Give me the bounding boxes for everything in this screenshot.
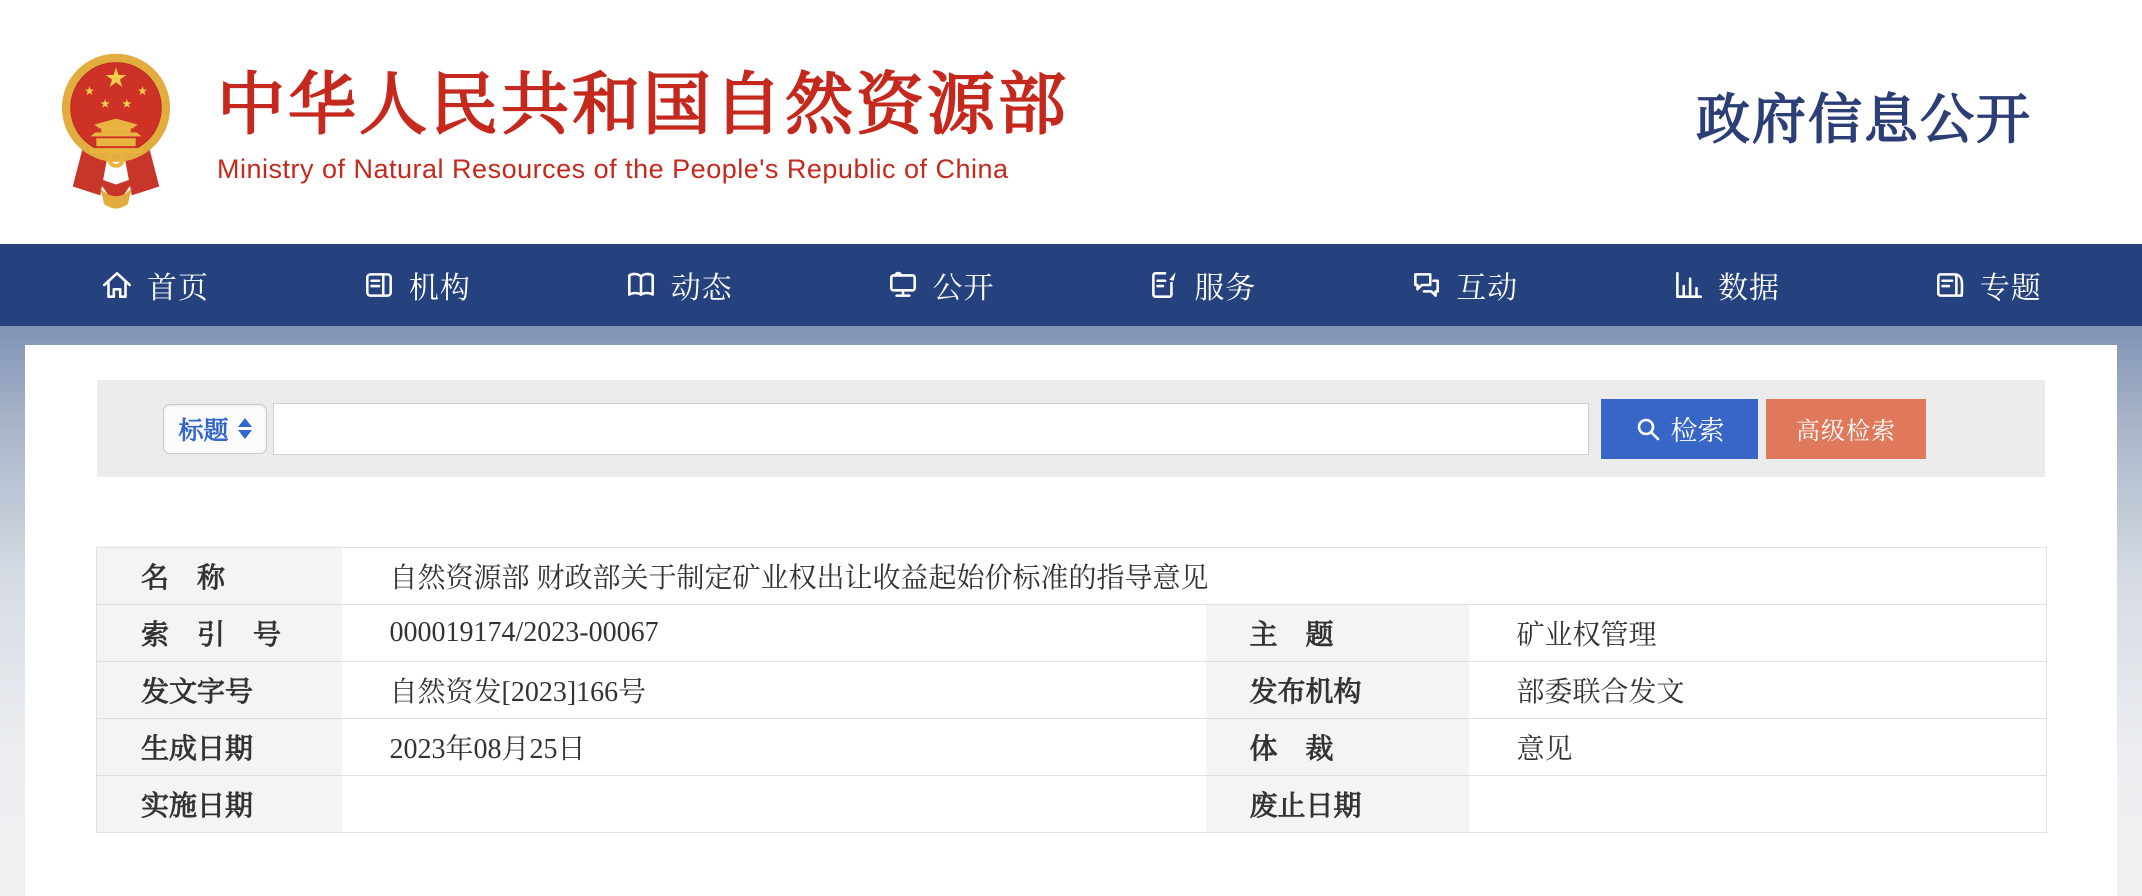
name-value: 自然资源部 财政部关于制定矿业权出让收益起始价标准的指导意见	[342, 548, 2047, 605]
issuing-agency-label: 发布机构	[1206, 662, 1469, 719]
ministry-name-cn: 中华人民共和国自然资源部	[217, 67, 1070, 143]
document-metadata-table	[96, 547, 2047, 833]
search-button-label: 检索	[1670, 416, 1725, 446]
created-date-value: 2023年08月25日	[342, 719, 1206, 776]
search-bar	[97, 380, 2045, 477]
interaction-icon	[1409, 268, 1443, 302]
header-branding	[57, 31, 1696, 214]
nav-item-news[interactable]	[624, 263, 733, 307]
effective-date-value	[342, 776, 1206, 833]
index-number-label: 索 引 号	[97, 605, 342, 662]
index-number-value: 000019174/2023-00067	[342, 605, 1206, 662]
document-metadata-section	[25, 442, 2117, 833]
services-icon	[1147, 268, 1181, 302]
abolition-date-label: 废止日期	[1206, 776, 1469, 833]
search-field-selector-value: 标题	[178, 416, 229, 445]
genre-value: 意见	[1469, 719, 2047, 776]
nav-label: 服务	[1194, 272, 1257, 305]
abolition-date-value	[1469, 776, 2047, 833]
nav-label: 数据	[1718, 272, 1781, 305]
nav-item-topics[interactable]	[1933, 263, 2042, 307]
nav-item-data[interactable]	[1671, 263, 1780, 307]
table-row-date	[97, 719, 2047, 776]
ministry-title-block	[217, 59, 1069, 185]
table-row-name	[97, 548, 2047, 605]
nav-item-services[interactable]	[1147, 263, 1256, 307]
data-icon	[1671, 268, 1705, 302]
nav-item-organization[interactable]	[362, 263, 471, 307]
genre-label: 体 裁	[1206, 719, 1469, 776]
nav-label: 互动	[1456, 272, 1519, 305]
subject-label: 主 题	[1206, 605, 1469, 662]
nav-item-interaction[interactable]	[1409, 263, 1518, 307]
table-row-effective	[97, 776, 2047, 833]
main-nav	[0, 244, 2142, 326]
national-emblem-icon	[57, 37, 175, 214]
nav-label: 动态	[670, 272, 733, 305]
content-background	[0, 326, 2142, 896]
doc-number-value: 自然资发[2023]166号	[342, 662, 1206, 719]
table-row-doc-number	[97, 662, 2047, 719]
subject-value: 矿业权管理	[1469, 605, 2047, 662]
content-card	[25, 345, 2117, 896]
nav-item-home[interactable]	[100, 263, 209, 307]
search-field-selector[interactable]	[163, 404, 267, 454]
nav-item-disclosure[interactable]	[886, 263, 995, 307]
created-date-label: 生成日期	[97, 719, 342, 776]
nav-label: 公开	[932, 272, 995, 305]
nav-label: 专题	[1979, 272, 2042, 305]
magnifier-icon	[1635, 416, 1661, 442]
site-header	[0, 0, 2142, 244]
page-title: 政府信息公开	[1696, 89, 2032, 150]
effective-date-label: 实施日期	[97, 776, 342, 833]
home-icon	[100, 268, 134, 302]
sort-arrows-icon	[238, 418, 252, 439]
advanced-search-label: 高级检索	[1796, 418, 1896, 445]
ministry-name-en: Ministry of Natural Resources of the People's Republic of China	[217, 154, 1009, 184]
table-row-index	[97, 605, 2047, 662]
topics-icon	[1933, 268, 1967, 302]
disclosure-icon	[886, 268, 920, 302]
doc-number-label: 发文字号	[97, 662, 342, 719]
advanced-search-button[interactable]	[1766, 399, 1926, 459]
name-label: 名 称	[97, 548, 342, 605]
organization-icon	[362, 268, 396, 302]
nav-label: 机构	[408, 272, 471, 305]
nav-label: 首页	[147, 272, 209, 305]
issuing-agency-value: 部委联合发文	[1469, 662, 2047, 719]
search-input[interactable]	[273, 403, 1589, 455]
news-icon	[624, 268, 658, 302]
search-button[interactable]	[1601, 399, 1758, 459]
